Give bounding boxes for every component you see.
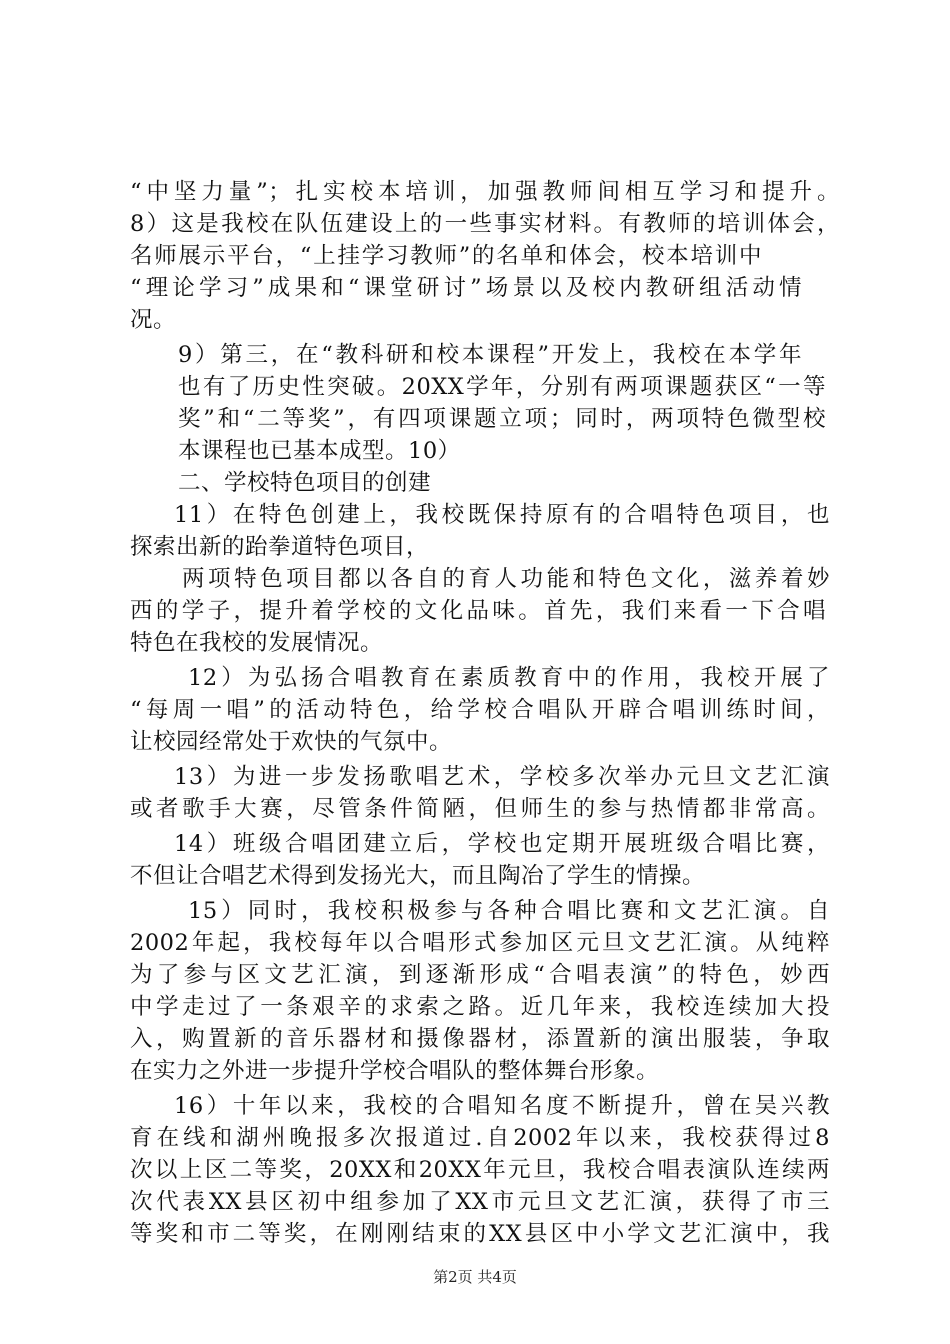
text-line: “每周一唱”的活动特色，给学校合唱队开辟合唱训练时间，	[130, 697, 830, 723]
text-line: 不但让合唱艺术得到发扬光大，而且陶冶了学生的情操。	[130, 863, 706, 889]
text-line: 15）同时，我校积极参与各种合唱比赛和文艺汇演。自	[188, 898, 830, 924]
text-line: 16）十年以来，我校的合唱知名度不断提升，曾在吴兴教	[174, 1093, 830, 1119]
text-line: 等奖和市二等奖，在刚刚结束的XX县区中小学文艺汇演中，我	[130, 1221, 830, 1247]
text-line: 13）为进一步发扬歌唱艺术，学校多次举办元旦文艺汇演	[174, 764, 830, 790]
text-line: 特色在我校的发展情况。	[130, 630, 384, 656]
text-line: 让校园经常处于欢快的气氛中。	[130, 729, 453, 755]
text-line: 9）第三，在“教科研和校本课程”开发上，我校在本学年	[178, 342, 802, 368]
text-line: 中学走过了一条艰辛的求索之路。近几年来，我校连续加大投	[130, 994, 830, 1020]
text-line: 为了参与区文艺汇演，到逐渐形成“合唱表演”的特色，妙西	[130, 962, 830, 988]
document-body	[130, 176, 840, 1250]
text-line: 次代表XX县区初中组参加了XX市元旦文艺汇演，获得了市三	[130, 1189, 830, 1215]
text-line: 2002年起，我校每年以合唱形式参加区元旦文艺汇演。从纯粹	[130, 930, 830, 956]
text-line: 次以上区二等奖，20XX和20XX年元旦，我校合唱表演队连续两	[130, 1157, 830, 1183]
text-line: 奖”和“二等奖”，有四项课题立项；同时，两项特色微型校	[178, 406, 826, 432]
text-line: 14）班级合唱团建立后，学校也定期开展班级合唱比赛，	[174, 831, 830, 857]
page-number-footer: 第2页 共4页	[433, 1268, 517, 1286]
text-line: 探索出新的跆拳道特色项目，	[130, 534, 430, 560]
text-line: “中坚力量”；扎实校本培训，加强教师间相互学习和提升。	[130, 179, 840, 205]
text-line: 或者歌手大赛，尽管条件简陋，但师生的参与热情都非常高。	[130, 796, 830, 822]
text-line: 西的学子，提升着学校的文化品味。首先，我们来看一下合唱	[130, 598, 826, 624]
text-line: 名师展示平台，“上挂学习教师”的名单和体会，校本培训中	[130, 243, 762, 269]
text-line: 12）为弘扬合唱教育在素质教育中的作用，我校开展了	[188, 665, 830, 691]
text-line: 在实力之外进一步提升学校合唱队的整体舞台形象。	[130, 1058, 660, 1084]
text-line: 入，购置新的音乐器材和摄像器材，添置新的演出服装，争取	[130, 1026, 830, 1052]
text-line: 两项特色项目都以各自的育人功能和特色文化，滋养着妙	[182, 566, 830, 592]
text-line: 11）在特色创建上，我校既保持原有的合唱特色项目，也	[174, 502, 830, 528]
text-line: 育在线和湖州晚报多次报道过.自2002年以来，我校获得过8	[130, 1125, 830, 1151]
text-line: 也有了历史性突破。20XX学年，分别有两项课题获区“一等	[178, 374, 826, 400]
text-line: 本课程也已基本成型。10）	[178, 438, 461, 464]
section-heading: 二、学校特色项目的创建	[178, 470, 432, 496]
text-line: 况。	[130, 307, 177, 333]
text-line: 8）这是我校在队伍建设上的一些事实材料。有教师的培训体会，	[130, 211, 840, 237]
text-line: “理论学习”成果和“课堂研讨”场景以及校内教研组活动情	[130, 275, 802, 301]
